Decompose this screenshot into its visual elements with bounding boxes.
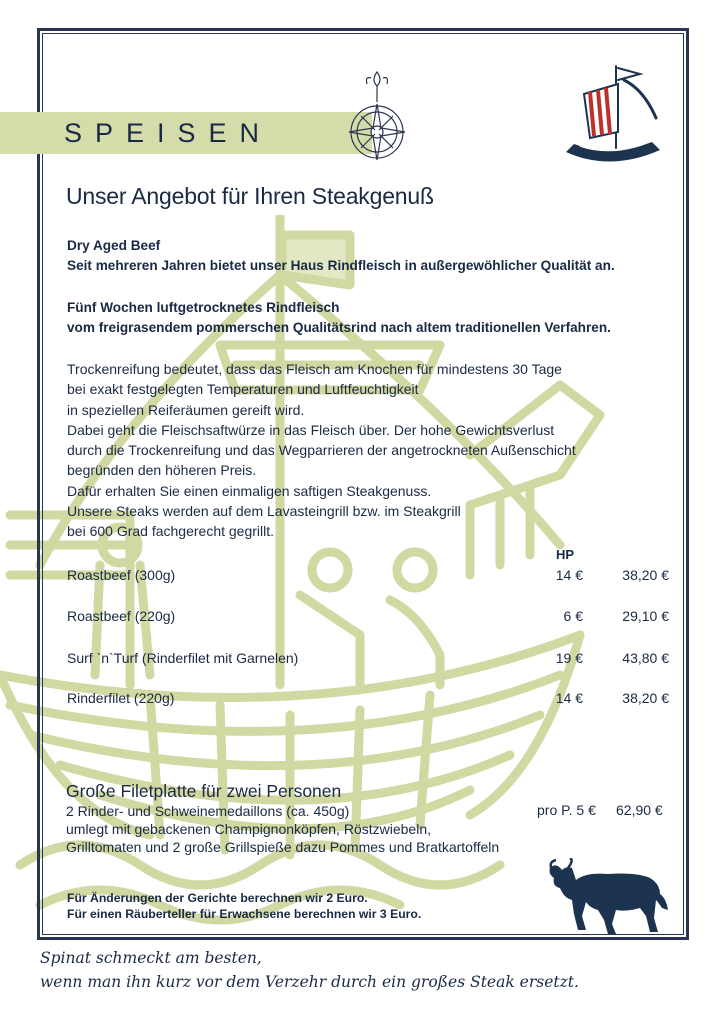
intro-line-2: Seit mehreren Jahren bietet unser Haus Rindfleisch in außergewöhlicher Qualität an. [67,258,615,273]
platte-price: 62,90 € [616,802,663,818]
description-line: durch die Trockenreifung und das Wegparrieren der angetrockneten Außenschicht [67,442,576,459]
description-line: bei 600 Grad fachgerecht gegrillt. [67,523,275,540]
menu-item [67,690,669,710]
description-line: Dabei geht die Fleischsaftwürze in das Fleisch über. Der hohe Gewichtsverlust [67,421,555,438]
quote-line: Spinat schmeckt am besten, [40,949,262,967]
menu-item [67,567,669,587]
description-line: Unsere Steaks werden auf dem Lavasteingrill bzw. im Steakgrill [67,503,461,520]
intro-line-1: Dry Aged Beef [67,238,161,253]
bull-silhouette-icon [546,858,670,936]
description-line: Dafür erhalten Sie einen einmaligen saftigen Steakgenuss. [67,482,432,499]
description-line: Trockenreifung bedeutet, dass das Fleisch am Knochen für mindestens 30 Tage [67,361,562,377]
quote-line: wenn man ihn kurz vor dem Verzehr durch ein großes Steak ersetzt. [40,973,579,991]
surcharge-notes [67,890,421,922]
platte-description [66,802,499,856]
menu-subtitle: Unser Angebot für Ihren Steakgenuß [66,183,434,209]
item-hp: 19 € [555,650,583,666]
item-hp: 6 € [563,608,583,624]
description-line: in speziellen Reiferäumen gereift wird. [67,401,305,418]
item-price: 29,10 € [622,608,669,624]
closing-quote [40,946,579,994]
menu-item [67,608,669,628]
platte-line: Grilltomaten und 2 große Grillspieße dazu Pommes und Bratkartoffeln [66,839,500,855]
item-price: 43,80 € [622,650,669,666]
ship-logo-icon [560,60,670,172]
platte-line: umlegt mit gebackenen Champignonköpfen, Röstzwiebeln, [66,821,431,837]
item-name: Surf `n`Turf (Rinderfilet mit Garnelen) [67,650,299,666]
item-name: Rinderfilet (220g) [67,690,175,706]
item-price: 38,20 € [622,690,669,706]
platte-line: 2 Rinder- und Schweinemedaillons (ca. 450g) [66,803,350,819]
hp-column-header: HP [556,547,575,562]
compass-rose-icon [347,68,407,172]
item-name: Roastbeef (220g) [67,608,176,624]
description-line: begründen den höheren Preis. [67,462,257,479]
menu-item [67,650,669,670]
item-price: 38,20 € [622,567,669,583]
item-hp: 14 € [555,690,583,706]
platte-hp: pro P. 5 € [537,802,596,818]
intro-line-4: vom freigrasendem pommerschen Qualitätsrind nach altem traditionellen Verfahren. [67,320,611,335]
note-line: Für einen Räuberteller für Erwachsene berechnen wir 3 Euro. [67,907,422,921]
item-name: Roastbeef (300g) [67,567,176,583]
section-title: SPEISEN [64,118,273,148]
note-line: Für Änderungen der Gerichte berechnen wir 2 Euro. [67,891,368,905]
platte-title: Große Filetplatte für zwei Personen [66,781,342,801]
item-hp: 14 € [555,567,583,583]
description [67,359,576,542]
description-line: bei exakt festgelegten Temperaturen und Luftfeuchtigkeit [67,381,419,398]
intro-line-3: Fünf Wochen luftgetrocknetes Rindfleisch [67,300,340,315]
